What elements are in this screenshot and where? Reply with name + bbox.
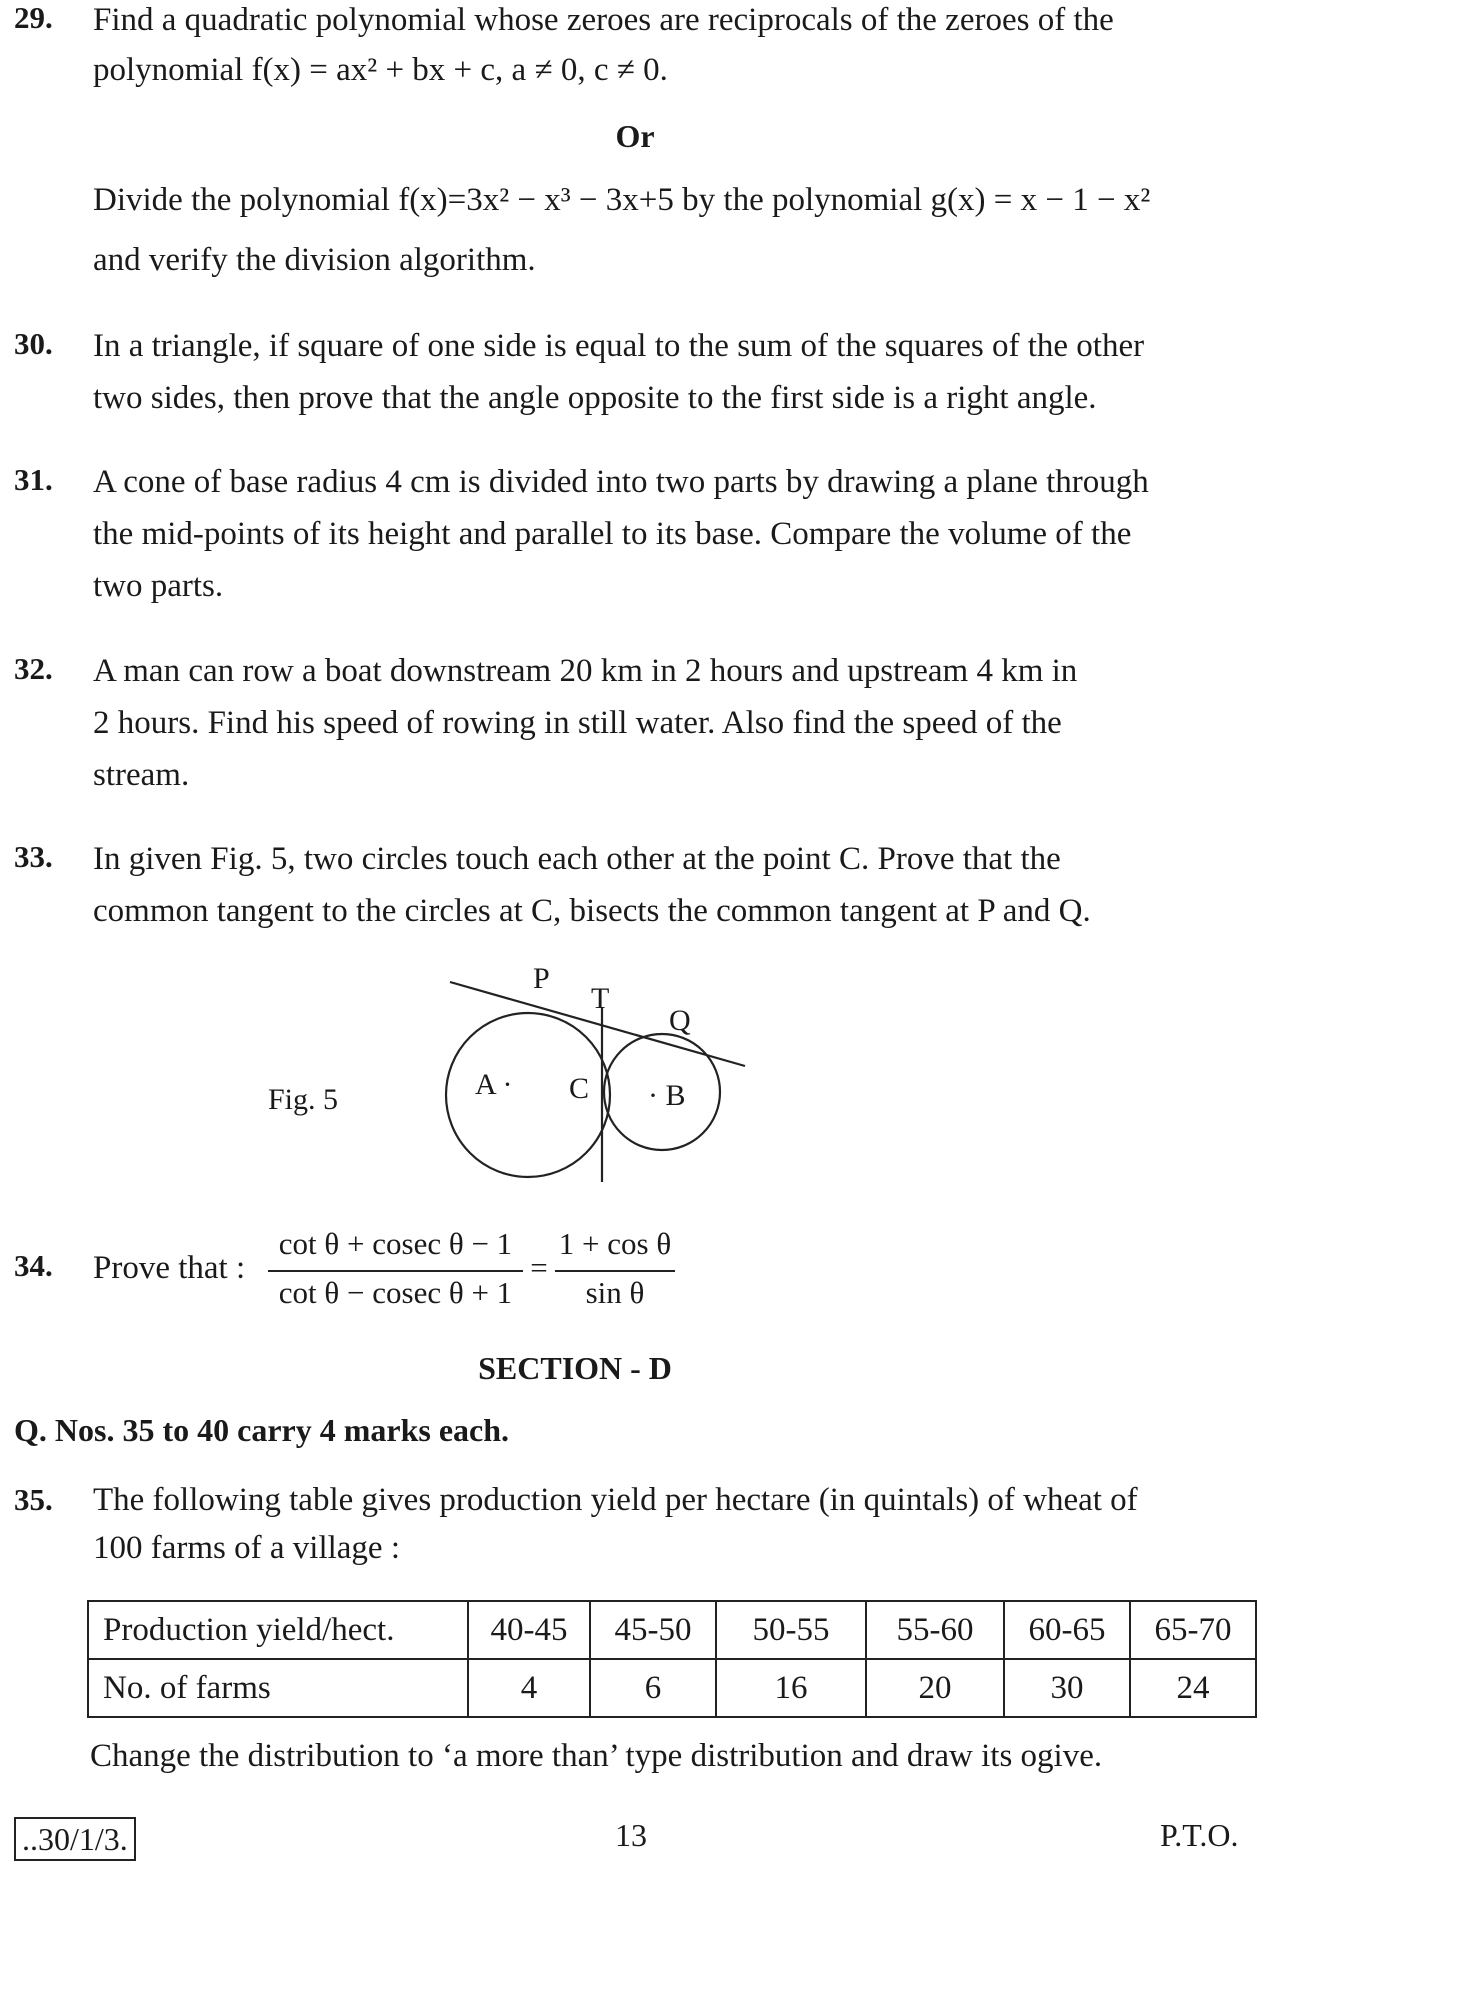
question-number-32: 32. xyxy=(14,651,53,686)
equals-sign: = xyxy=(530,1250,548,1285)
table-cell: 16 xyxy=(716,1659,866,1717)
question-30-line-1: In a triangle, if square of one side is equal to the sum of the squares of the other xyxy=(93,328,1145,364)
table-row xyxy=(88,1601,1256,1659)
table-cell: 60-65 xyxy=(1004,1601,1130,1659)
page-number: 13 xyxy=(615,1817,647,1853)
lhs-denominator: cot θ − cosec θ + 1 xyxy=(278,1275,513,1310)
question-32-text xyxy=(93,645,1265,801)
question-29-alternative xyxy=(93,174,1265,286)
center-a-label: A · xyxy=(475,1068,513,1101)
table-cell: 55-60 xyxy=(866,1601,1004,1659)
question-29-text xyxy=(93,0,1265,96)
production-yield-table xyxy=(87,1600,1257,1718)
question-35-instruction: Change the distribution to ‘a more than’ type distribution and draw its ogive. xyxy=(90,1738,1103,1774)
lhs-fraction-bar xyxy=(268,1270,523,1272)
question-31-line-3: two parts. xyxy=(93,568,224,604)
section-title: SECTION - D xyxy=(478,1350,672,1386)
question-number-35: 35. xyxy=(14,1482,53,1517)
question-32-line-2: 2 hours. Find his speed of rowing in still water. Also find the speed of the xyxy=(93,705,1062,741)
question-32-line-3: stream. xyxy=(93,757,190,793)
question-35-line-2: 100 farms of a village : xyxy=(93,1530,400,1566)
table-cell: 24 xyxy=(1130,1659,1256,1717)
question-31-text xyxy=(93,456,1265,612)
center-b-label: · B xyxy=(648,1079,686,1112)
question-number-31: 31. xyxy=(14,462,53,497)
question-29-alt-line-1: Divide the polynomial f(x)=3x² − x³ − 3x+5 by the polynomial g(x) = x − 1 − x² xyxy=(93,182,1151,218)
table-cell: 4 xyxy=(468,1659,590,1717)
table-cell: 20 xyxy=(866,1659,1004,1717)
question-29-alt-line-2: and verify the division algorithm. xyxy=(93,242,536,278)
or-label: Or xyxy=(615,118,655,154)
lhs-numerator: cot θ + cosec θ − 1 xyxy=(278,1226,513,1261)
question-29-line-1: Find a quadratic polynomial whose zeroes are reciprocals of the zeroes of the xyxy=(93,2,1114,38)
question-31-line-2: the mid-points of its height and parallel to its base. Compare the volume of the xyxy=(93,516,1132,552)
rhs-denominator: sin θ xyxy=(585,1275,645,1310)
rhs-numerator: 1 + cos θ xyxy=(558,1226,672,1261)
paper-code: ..30/1/3. xyxy=(14,1817,136,1861)
rhs-fraction-bar xyxy=(555,1270,675,1272)
question-35-text xyxy=(93,1476,1265,1572)
table-cell: 6 xyxy=(590,1659,716,1717)
table-row-label: Production yield/hect. xyxy=(88,1601,468,1659)
pto-label: P.T.O. xyxy=(1160,1817,1239,1853)
question-31-line-1: A cone of base radius 4 cm is divided into two parts by drawing a plane through xyxy=(93,464,1149,500)
question-number-34: 34. xyxy=(14,1248,53,1283)
figure-caption: Fig. 5 xyxy=(268,1083,339,1116)
table-cell: 65-70 xyxy=(1130,1601,1256,1659)
table-cell: 50-55 xyxy=(716,1601,866,1659)
question-number-33: 33. xyxy=(14,839,53,874)
question-29-line-2: polynomial f(x) = ax² + bx + c, a ≠ 0, c ≠ 0. xyxy=(93,52,668,88)
table-cell: 30 xyxy=(1004,1659,1130,1717)
question-33-line-1: In given Fig. 5, two circles touch each other at the point C. Prove that the xyxy=(93,841,1061,877)
question-30-line-2: two sides, then prove that the angle opposite to the first side is a right angle. xyxy=(93,380,1097,416)
point-t-label: T xyxy=(591,982,610,1015)
point-p-label: P xyxy=(533,962,550,995)
section-note: Q. Nos. 35 to 40 carry 4 marks each. xyxy=(14,1412,510,1448)
question-number-30: 30. xyxy=(14,326,53,361)
question-number-29: 29. xyxy=(14,0,53,35)
point-q-label: Q xyxy=(669,1004,691,1037)
table-cell: 45-50 xyxy=(590,1601,716,1659)
table-cell: 40-45 xyxy=(468,1601,590,1659)
table-row-label: No. of farms xyxy=(88,1659,468,1717)
table-row xyxy=(88,1659,1256,1717)
question-33-text xyxy=(93,833,1265,937)
question-32-line-1: A man can row a boat downstream 20 km in 2 hours and upstream 4 km in xyxy=(93,653,1078,689)
prove-that-label: Prove that : xyxy=(93,1250,246,1286)
question-35-line-1: The following table gives production yield per hectare (in quintals) of wheat of xyxy=(93,1482,1138,1518)
question-30-text xyxy=(93,320,1265,424)
question-33-line-2: common tangent to the circles at C, bisects the common tangent at P and Q. xyxy=(93,893,1091,929)
point-c-label: C xyxy=(569,1072,590,1105)
